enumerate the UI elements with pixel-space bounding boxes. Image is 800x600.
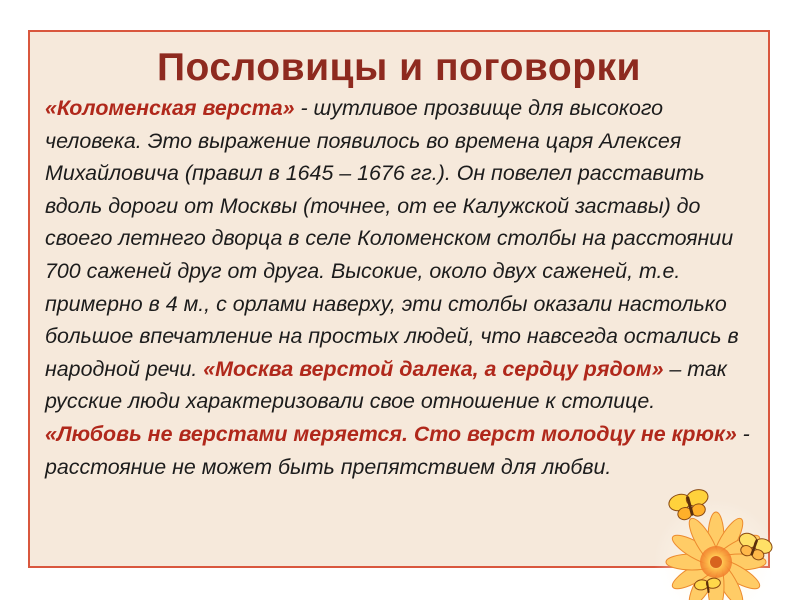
proverb-highlight-1: «Москва верстой далека, а сердцу рядом» — [203, 356, 664, 381]
term-highlight: «Коломенская верста» — [45, 96, 295, 120]
proverb-highlight-2: «Любовь не верстами меряется. Сто верст молодцу не крюк» — [45, 421, 737, 446]
paragraph-text-2: – так русские люди характеризовали свое отношение к столице. — [45, 356, 727, 414]
paragraph-text-3: - расстояние не может быть препятствием для любви. — [45, 421, 750, 479]
slide-title: Пословицы и поговорки — [156, 46, 642, 89]
slide-paragraph — [45, 92, 757, 483]
paragraph-text-1: - шутливое прозвище для высокого человека. Это выражение появилось во времена царя Алексея Михайловича (правил в 1645 – 1676 гг.). Он повелел расставить вдоль дороги от Москвы (точнее, от ее Калужской заставы) до своего летнего дворца в селе Коломенском столбы на расстоянии 700 саженей друг от друга. Высокие, около двух саженей, т.е. примерно в 4 м., с орлами наверху, эти столбы оказали настолько большое впечатление на простых людей, что навсегда остались в народной речи. — [45, 96, 739, 381]
flower-butterfly-icon — [622, 478, 800, 600]
